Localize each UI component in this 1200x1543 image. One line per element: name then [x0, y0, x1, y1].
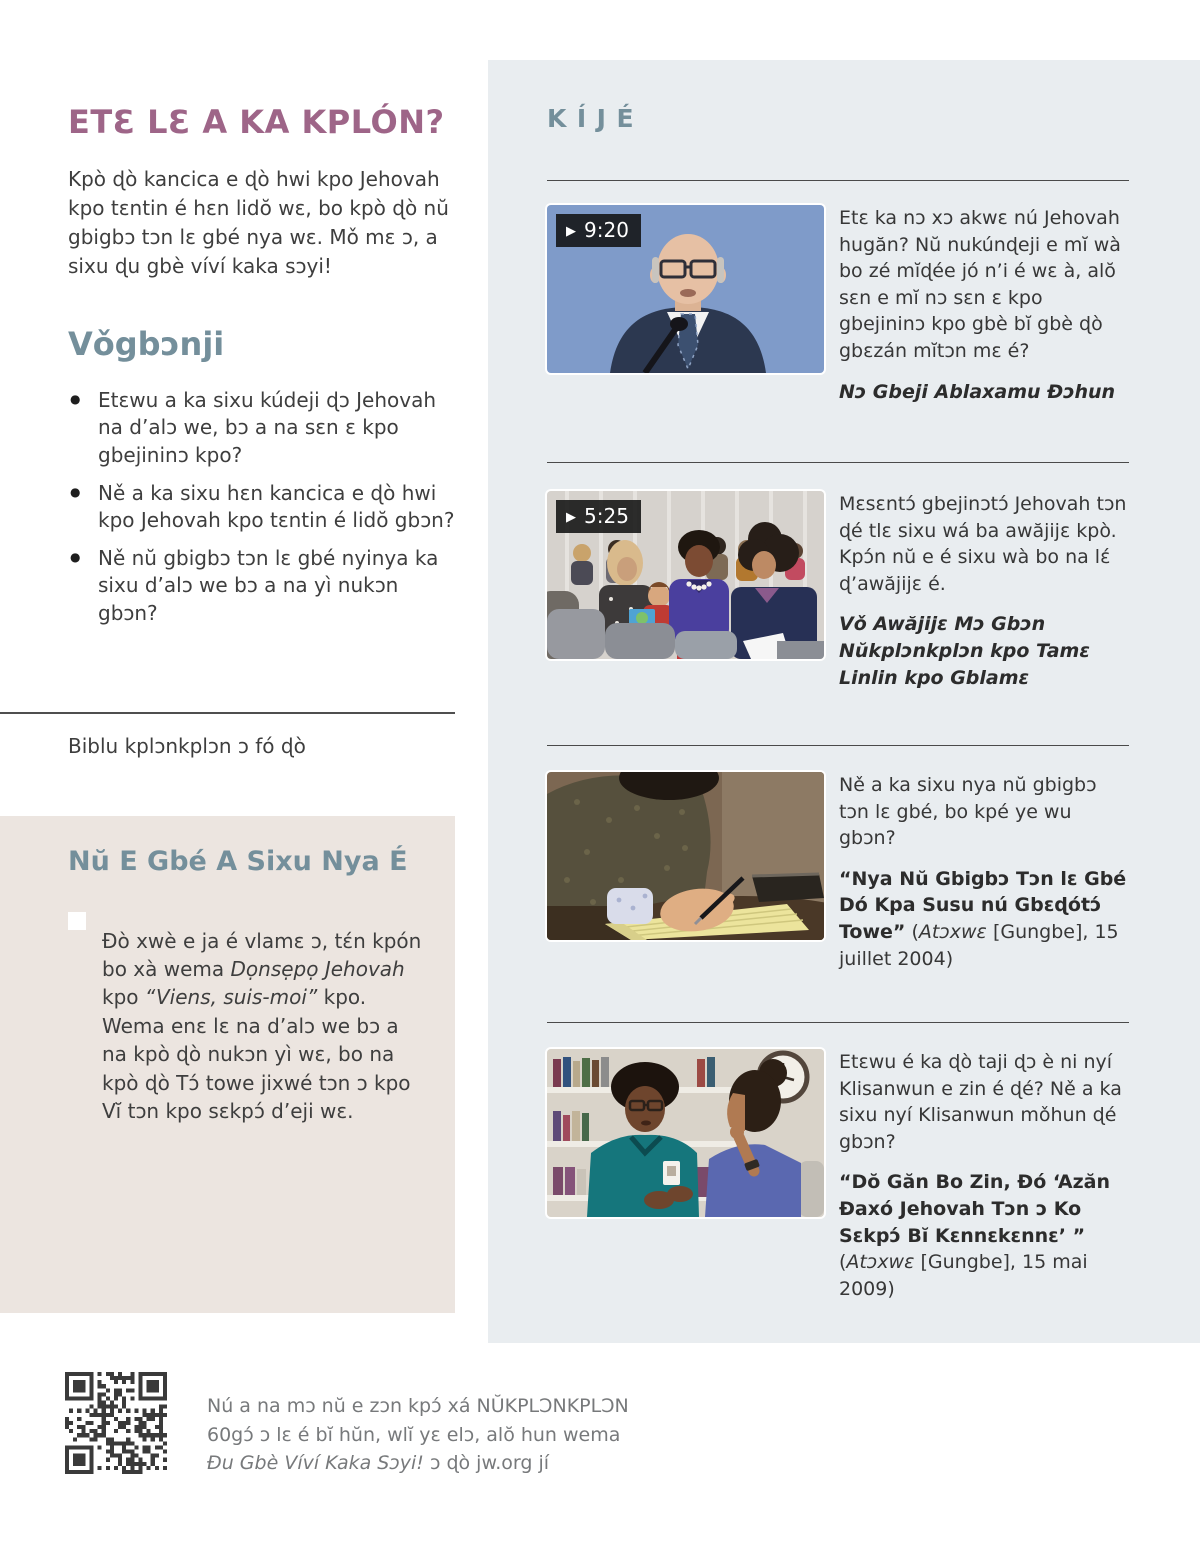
- article-image-nurses: [547, 1049, 824, 1217]
- intro-paragraph: Kpò ɖò kancica e ɖò hwi kpo Jehovah kpo tɛntin é hɛn lidŏ wɛ, bo kpò ɖò nŭ gbigbɔ tɔn lɛ gbé nya wɛ. Mǒ mɛ ɔ, a sixu ɖu gbè víví kaka sɔyi!: [68, 166, 449, 278]
- entry-body: Mɛsɛntɔ́ gbejinɔtɔ́ Jehovah tɔn ɖé tlɛ sixu wá ba awăjijɛ kpò. Kpɔ́n nŭ e é sixu wà bo na lɛ́ ɖ’awăjijɛ é.: [839, 493, 1127, 595]
- study-completed-label: Biblu kplɔnkplɔn ɔ fó ɖò: [68, 733, 306, 758]
- entry-divider: [547, 180, 1129, 181]
- video-duration: 5:25: [584, 504, 629, 528]
- media-entry: [547, 491, 1131, 691]
- section-divider: [0, 712, 455, 714]
- review-question: ● Ně nŭ gbigbɔ tɔn lɛ gbé nyinya ka sixu d’alɔ we bɔ a na yì nukɔn gbɔn?: [68, 545, 458, 628]
- checkbox[interactable]: [68, 912, 86, 930]
- man-writing-photo: [547, 772, 824, 940]
- play-icon: ▶: [566, 509, 576, 525]
- play-icon: ▶: [566, 223, 576, 239]
- entry-body: Etɛwu é ka ɖò taji ɖɔ è ni nyí Klisanwun e zin é ɖé? Ně a ka sixu nyí Klisanwun mǒhun ɖé gbɔn?: [839, 1051, 1122, 1153]
- video-thumbnail-speaker[interactable]: [547, 205, 824, 373]
- media-entry: [547, 205, 1131, 405]
- entry-divider: [547, 1022, 1129, 1023]
- goal-box-title: Nŭ E Gbé A Sixu Nya É: [68, 845, 408, 877]
- book-title: Dọnsẹpọ Jehovah: [230, 956, 405, 981]
- footer: [65, 1372, 629, 1478]
- qr-code-graphic: [65, 1372, 167, 1474]
- nurses-photo: [547, 1049, 824, 1217]
- entry-reference: “Nya Nŭ Gbigbɔ Tɔn lɛ Gbé Dó Kpa Susu nú Gbɛɖótɔ́ Towe” (Atɔxwɛ [Gungbe], 15 juillet 2004): [839, 867, 1127, 970]
- goal-item: [68, 907, 429, 1146]
- entry-divider: [547, 745, 1129, 746]
- review-question-list: [68, 387, 458, 628]
- entry-reference: “Dŏ Găn Bo Zin, Ðó ‘Azăn Ðaxó Jehovah Tɔn ɔ Ko Sɛkpɔ́ Bĭ Kɛnnɛkɛnnɛ’ ” (Atɔxwɛ [Gungbe], 15 mai 2009): [839, 1171, 1111, 1300]
- goal-box: [0, 816, 455, 1313]
- media-entry: [547, 1049, 1131, 1302]
- video-duration-badge: [556, 500, 641, 533]
- magazine-name: Atɔxwɛ: [846, 1251, 915, 1274]
- goal-item-text: Ðò xwè e ja é vlamɛ ɔ, tɛ́n kpón bo xà wema Dọnsẹpọ Jehovah kpo “Viens, suis-moi” kpo. Wema enɛ lɛ na d’alɔ we bɔ a na kpò ɖò nukɔn yì wɛ, bo na kpò ɖò Tɔ́ towe jixwé tɔn ɔ kpo Vĭ tɔn kpo sɛkpɔ́ d’eji wɛ.: [102, 928, 422, 1123]
- media-entry: [547, 772, 1131, 972]
- entry-reference: Nɔ Gbeji Ablaxamu Ðɔhun: [839, 380, 1116, 403]
- footer-line: 60gɔ́ ɔ lɛ é bĭ hŭn, wlĭ yɛ elɔ, alŏ hun wema: [207, 1423, 621, 1446]
- entry-text: [839, 1049, 1131, 1302]
- qr-code: [65, 1372, 167, 1474]
- left-column: [0, 0, 488, 1313]
- entry-body: Ně a ka sixu nya nŭ gbigbɔ tɔn lɛ gbé, bo kpé ye wu gbɔn?: [839, 774, 1097, 850]
- entry-reference: Vǒ Awăjijɛ Mɔ Gbɔn Nŭkplɔnkplɔn kpo Tamɛ Linlin kpo Gblamɛ: [839, 613, 1090, 689]
- see-also-panel: [488, 60, 1200, 1343]
- entry-divider: [547, 462, 1129, 463]
- footer-note: [207, 1392, 629, 1478]
- review-question: ● Etɛwu a ka sixu kúdeji ɖɔ Jehovah na d’alɔ we, bɔ a na sɛn ɛ kpo gbejininɔ kpo?: [68, 387, 458, 470]
- video-thumbnail-congregation[interactable]: [547, 491, 824, 659]
- footer-line: Ðu Gbè Víví Kaka Sɔyi! ɔ ɖò jw.org jí: [207, 1452, 550, 1474]
- review-question: ● Ně a ka sixu hɛn kancica e ɖò hwi kpo Jehovah kpo tɛntin é lidŏ gbɔn?: [68, 480, 458, 535]
- entry-text: [839, 205, 1131, 405]
- review-section-title: Vǒgbɔnji: [68, 324, 225, 363]
- video-duration: 9:20: [584, 218, 629, 242]
- panel-title: KÍJÉ: [547, 104, 645, 133]
- entry-body: Etɛ ka nɔ xɔ akwɛ nú Jehovah hugăn? Nŭ nukúnɖeji e mĭ wà bo zé mĭɖée jó n’i é wɛ à, alŏ sɛn e mĭ nɔ sɛn ɛ kpo gbejininɔ kpo gbè bĭ gbè ɖò gbɛzán mĭtɔn mɛ é?: [839, 207, 1121, 362]
- entry-text: [839, 772, 1131, 972]
- book-title: “Viens, suis-moi”: [144, 985, 318, 1010]
- video-duration-badge: [556, 214, 641, 247]
- footer-line: Nú a na mɔ nŭ e zɔn kpɔ́ xá NŬKPLƆNKPLƆN: [207, 1395, 629, 1417]
- page-title: ETƐ LƐ A KA KPLÓN?: [68, 103, 445, 141]
- publication-title: Ðu Gbè Víví Kaka Sɔyi!: [207, 1452, 424, 1474]
- article-image-writing: [547, 772, 824, 940]
- magazine-name: Atɔxwɛ: [918, 920, 987, 943]
- entry-text: [839, 491, 1131, 691]
